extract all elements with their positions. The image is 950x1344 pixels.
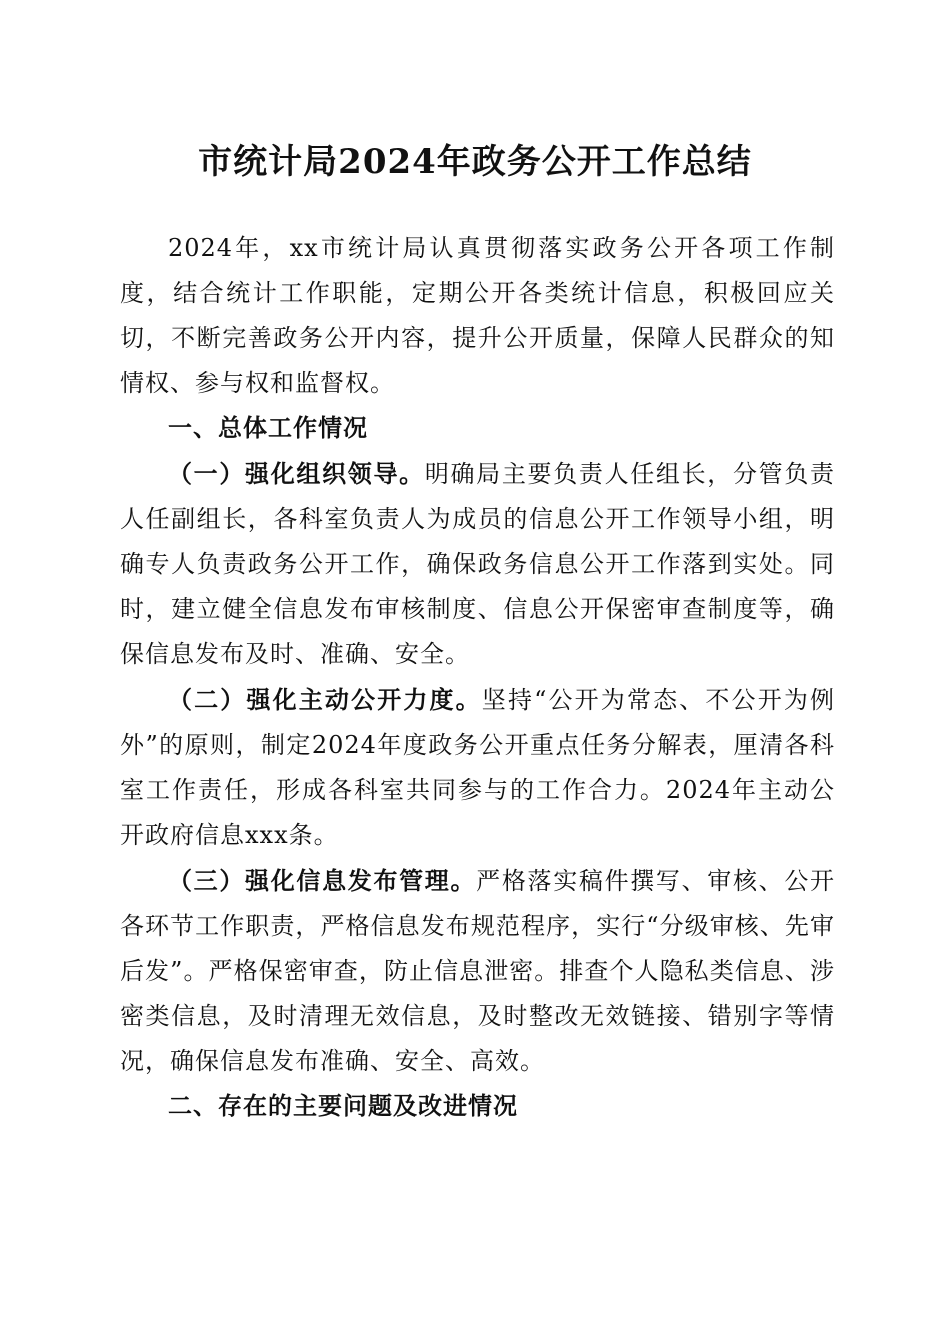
item-paragraph-disclosure <box>120 677 835 858</box>
item-lead-disclosure: （二）强化主动公开力度。 <box>168 685 482 714</box>
item-lead-organization: （一）强化组织领导。 <box>168 459 425 488</box>
item-lead-publishing: （三）强化信息发布管理。 <box>168 866 477 895</box>
item-paragraph-publishing <box>120 858 835 1084</box>
section-heading-problems: 二、存在的主要问题及改进情况 <box>168 1092 518 1120</box>
item-text-organization: 明确局主要负责人任组长，分管负责人任副组长，各科室负责人为成员的信息公开工作领导小组，明确专人负责政务公开工作，确保政务信息公开工作落到实处。同时，建立健全信息发布审核制度、信息公开保密审查制度等，确保信息发布及时、准确、安全。 <box>120 460 836 668</box>
item-text-disclosure: 坚持“公开为常态、不公开为例外”的原则，制定2024年度政务公开重点任务分解表，厘清各科室工作责任，形成各科室共同参与的工作合力。2024年主动公开政府信息xxx条。 <box>120 686 835 849</box>
item-paragraph-organization <box>120 451 835 677</box>
section-heading-overall: 一、总体工作情况 <box>168 414 368 442</box>
document-body <box>120 226 835 1129</box>
intro-paragraph: 2024年，xx市统计局认真贯彻落实政务公开各项工作制度，结合统计工作职能，定期公开各类统计信息，积极回应关切，不断完善政务公开内容，提升公开质量，保障人民群众的知情权、参与权和监督权。 <box>120 234 835 397</box>
item-text-publishing: 严格落实稿件撰写、审核、公开各环节工作职责，严格信息发布规范程序，实行“分级审核、先审后发”。严格保密审查，防止信息泄密。排查个人隐私类信息、涉密类信息，及时清理无效信息，及时整改无效链接、错别字等情况，确保信息发布准确、安全、高效。 <box>120 867 836 1075</box>
document-title: 市统计局2024年政务公开工作总结 <box>198 142 752 182</box>
